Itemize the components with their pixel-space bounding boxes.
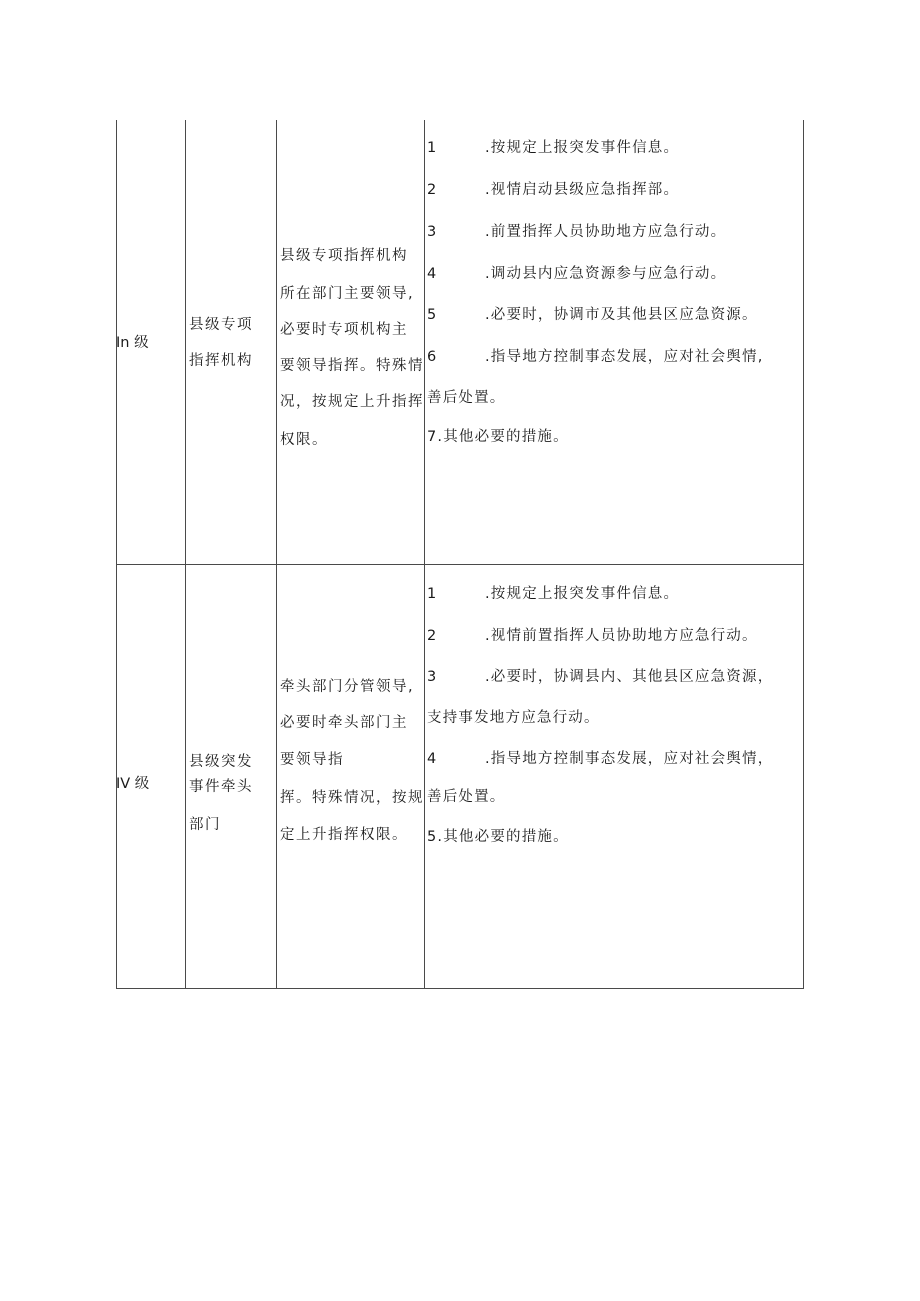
row-2-level: IV 级 bbox=[116, 776, 150, 792]
action-text: .按规定上报突发事件信息。 bbox=[485, 586, 680, 602]
row-1-action-1 bbox=[427, 138, 679, 158]
action-text: .前置指挥人员协助地方应急行动。 bbox=[485, 224, 727, 240]
row-2-action-4-continued: 善后处置。 bbox=[427, 789, 506, 805]
table-column-divider-2 bbox=[276, 120, 277, 989]
row-2-organ-line-2: 事件牵头 bbox=[189, 779, 253, 795]
row-2-organ-line-1: 县级突发 bbox=[189, 754, 253, 770]
table-column-divider-1 bbox=[185, 120, 186, 989]
row-2-action-3-continued: 支持事发地方应急行动。 bbox=[427, 710, 600, 726]
row-2-action-2 bbox=[427, 626, 758, 646]
row-1-organ-line-1: 县级专项 bbox=[189, 317, 253, 333]
action-text: .视情前置指挥人员协助地方应急行动。 bbox=[485, 628, 758, 644]
action-number: 1 bbox=[427, 140, 437, 156]
row-2-action-4 bbox=[427, 749, 773, 769]
action-number: 3 bbox=[427, 224, 437, 240]
row-1-action-3 bbox=[427, 222, 726, 242]
row-1-level: In 级 bbox=[116, 335, 149, 351]
row-1-commander-line-4: 要领导指挥。特殊情 bbox=[280, 358, 424, 374]
action-number: 5 bbox=[427, 307, 437, 323]
action-text: .必要时，协调市及其他县区应急资源。 bbox=[485, 307, 758, 323]
row-1-commander-line-3: 必要时专项机构主 bbox=[280, 322, 408, 338]
row-1-commander-line-5: 况，按规定上升指挥 bbox=[280, 394, 424, 410]
row-1-commander-line-1: 县级专项指挥机构 bbox=[280, 248, 408, 264]
action-number: 2 bbox=[427, 628, 437, 644]
action-text: .指导地方控制事态发展，应对社会舆情， bbox=[485, 751, 774, 767]
action-number: 6 bbox=[427, 349, 437, 365]
row-1-action-6-continued: 善后处置。 bbox=[427, 390, 506, 406]
action-text: .调动县内应急资源参与应急行动。 bbox=[485, 266, 727, 282]
row-1-organ-line-2: 指挥机构 bbox=[189, 353, 253, 369]
row-2-action-5: 5.其他必要的措施。 bbox=[427, 829, 569, 845]
action-text: .必要时，协调县内、其他县区应急资源， bbox=[485, 669, 774, 685]
row-1-action-2 bbox=[427, 180, 679, 200]
table-column-divider-3 bbox=[424, 120, 425, 989]
row-2-action-3 bbox=[427, 667, 773, 687]
row-1-action-4 bbox=[427, 264, 726, 284]
row-1-action-7: 7.其他必要的措施。 bbox=[427, 429, 569, 445]
action-number: 3 bbox=[427, 669, 437, 685]
action-number: 4 bbox=[427, 751, 437, 767]
row-1-commander-line-2: 所在部门主要领导, bbox=[280, 286, 415, 302]
action-text: .指导地方控制事态发展，应对社会舆情, bbox=[485, 349, 764, 365]
table-border-bottom bbox=[116, 988, 804, 989]
row-2-commander-line-3: 要领导指 bbox=[280, 752, 344, 768]
action-number: 2 bbox=[427, 182, 437, 198]
row-2-commander-line-5: 定上升指挥权限。 bbox=[280, 827, 408, 843]
table-row-divider bbox=[116, 564, 804, 565]
action-number: 1 bbox=[427, 586, 437, 602]
row-2-commander-line-2: 必要时牵头部门主 bbox=[280, 715, 408, 731]
row-1-action-6 bbox=[427, 347, 764, 367]
table-border-right bbox=[803, 120, 804, 989]
row-2-action-1 bbox=[427, 584, 679, 604]
row-2-commander-line-1: 牵头部门分管领导, bbox=[280, 679, 415, 695]
row-2-commander-line-4: 挥。特殊情况，按规 bbox=[280, 790, 424, 806]
action-number: 4 bbox=[427, 266, 437, 282]
row-1-commander-line-6: 权限。 bbox=[280, 432, 328, 448]
action-text: .视情启动县级应急指挥部。 bbox=[485, 182, 680, 198]
row-2-organ-line-3: 部门 bbox=[189, 817, 221, 833]
table-border-left bbox=[116, 120, 117, 989]
row-1-action-5 bbox=[427, 305, 758, 325]
action-text: .按规定上报突发事件信息。 bbox=[485, 140, 680, 156]
